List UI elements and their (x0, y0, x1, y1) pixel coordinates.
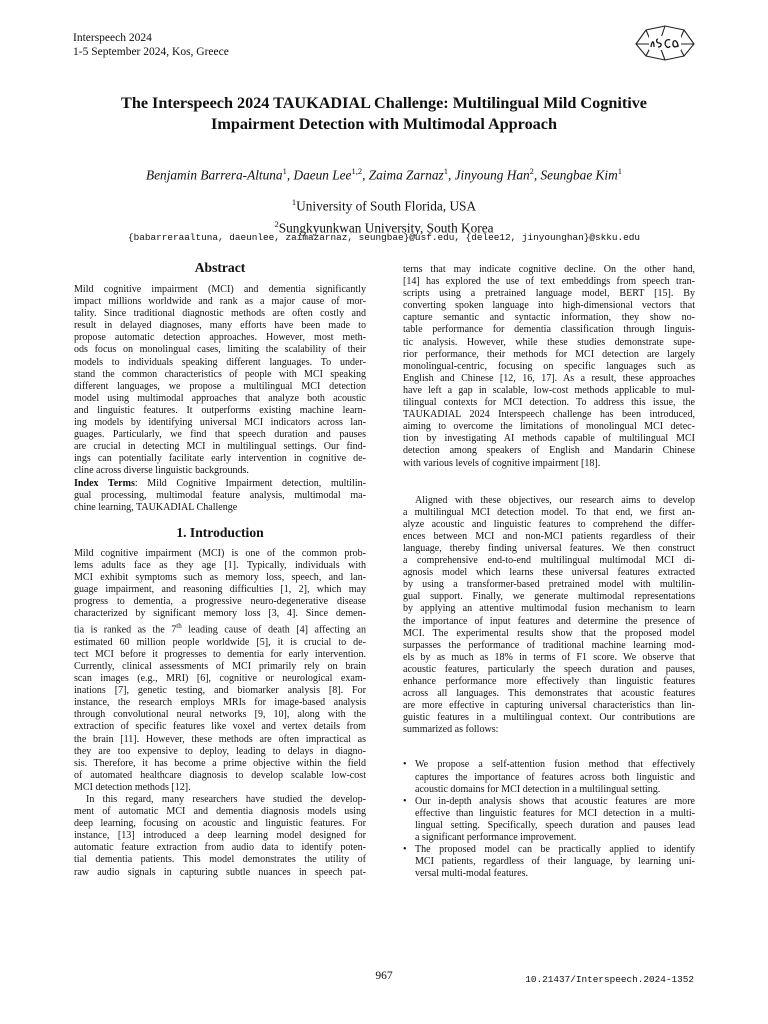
text-line: MCI. The experimental results show that the proposed model (403, 627, 695, 639)
text-line: [14] has explored the use of text embeddings from speech tran- (403, 276, 695, 288)
text-line: gual processing, multimodal feature analysis, multimodal ma- (74, 489, 366, 501)
text-line: aiming to overcome the limitations of monolingual MCI detec- (403, 421, 695, 433)
text-line: a significant performance improvement. (415, 832, 577, 844)
text-line: tect MCI before it progresses to dementia for early intervention. (74, 648, 366, 660)
text-line: by applying an attentive multimodal fusion mechanism to learn (403, 603, 695, 615)
text-line: the brain [11]. However, these methods are often impractical as (74, 733, 366, 745)
text-line: Aligned with these objectives, our research aims to develop (415, 494, 695, 506)
text-line: summarized as follows: (403, 724, 499, 736)
author-name: Zaima Zarnaz (368, 167, 444, 183)
author-name: Benjamin Barrera-Altuna (146, 167, 283, 183)
author-name: Seungbae Kim (540, 167, 618, 183)
affiliation: University of South Florida, USA (296, 198, 477, 214)
text-line: a comprehensive end-to-end multilingual multimodal MCI di- (403, 555, 695, 567)
text-line: MCI detection methods [12]. (74, 781, 191, 793)
text-line: versal multi-modal features. (415, 868, 528, 880)
text-line: The proposed model can be practically applied to identify (415, 844, 695, 856)
text-line: We propose a self-attention fusion method that effectively (415, 759, 695, 771)
text-line: cline across diverse linguistic backgrounds. (74, 465, 249, 477)
text-line: by using a transformer-based pretrained model with multilin- (403, 579, 695, 591)
text-line: of automated healthcare diagnosis to develop scalable low-cost (74, 769, 366, 781)
text-fragment: leading cause of death [4] affecting an (181, 624, 366, 636)
isca-logo (632, 22, 698, 62)
text-line: tality. Since traditional diagnostic methods are often costly and (74, 308, 366, 320)
text-line: tion by investigating AI methods capable of multilingual MCI (403, 433, 695, 445)
text-line: effective than linguistic features for MCI detection in a multi- (415, 807, 695, 819)
text-line: progress to dementia, a progressive neuro-degenerative disease (74, 596, 366, 608)
text-line: raw audio signals in capturing subtle nuances in speech pat- (74, 866, 366, 878)
list-item (403, 759, 695, 795)
text-line: ences between MCI and non-MCI patients regardless of their (403, 530, 695, 542)
abstract-heading: Abstract (194, 260, 246, 275)
right-paragraph-2 (403, 495, 695, 737)
text-line: English and Chinese [12, 16, 17]. As a result, these approaches (403, 372, 695, 384)
text-line: TAUKADIAL 2024 Interspeech challenge has been introduced, (403, 409, 695, 421)
text-line: are more effective in capturing universal characteristics than lin- (403, 700, 695, 712)
text-line: guage impairment, and reasoning difficulties [1, 2], which may (74, 584, 366, 596)
text-line: characterized by significant memory loss [3, 4]. Since demen- (74, 608, 366, 620)
text-line (74, 620, 366, 636)
text-line: MCI exhibit symptoms such as memory loss, speech, and lan- (74, 571, 366, 583)
conference-dates: 1-5 September 2024, Kos, Greece (73, 46, 229, 58)
affil-mark: 1 (291, 197, 297, 207)
bullet-icon: • (403, 759, 407, 771)
text-line: lems adults face as they age [1]. Typically, individuals with (74, 559, 366, 571)
text-line: rior performance, their methods for MCI detection are largely (403, 348, 695, 360)
text-line: sis. Therefore, it has become a prime objective within the field (74, 757, 366, 769)
author-list: Benjamin Barrera-Altuna$^1$, Daeun Lee$^{1,2}$, Zaima Zarnaz$^1$, Jinyoung Han$^2$, Seungbae Kim$^1$ (146, 166, 622, 183)
right-column (403, 264, 695, 880)
text-line: automatic feature extraction from audio data to identify poten- (74, 842, 366, 854)
text-line: scripts using a pretrained language model, BERT [15]. By (403, 288, 695, 300)
text-line: language, thereby finding universal features. We then construct (403, 542, 695, 554)
text-line: In this regard, many researchers have studied the develop- (86, 794, 366, 805)
text-line: inations [7], genetic testing, and biomarker analysis [8]. For (74, 685, 366, 697)
text-line: they are too expensive to deploy, leading to delays in diagno- (74, 745, 366, 757)
text-line: scan images (e.g., MRI) [6], cognitive or neurological exam- (74, 673, 366, 685)
text-line: Mild cognitive impairment (MCI) and dementia significantly (74, 284, 366, 295)
list-item (403, 796, 695, 844)
affil-mark: 2 (274, 219, 279, 230)
abstract-body (74, 284, 366, 478)
text-line: guages. Particularly, we find that speech duration and pauses (74, 429, 366, 441)
author-affil-mark: 1 (282, 166, 287, 176)
text-line: ings can potentially facilitate early intervention in cognitive de- (74, 453, 366, 465)
text-line: instance, the research employs MRIs for image-based analysis (74, 697, 366, 709)
text-line: gual support. Finally, we generate multimodal representations (403, 591, 695, 603)
title-line: Impairment Detection with Multimodal Approach (211, 115, 557, 133)
text-line: guistic features in a multilingual context. Our contributions are (403, 712, 695, 724)
text-line: ods focus on monolingual cases, limiting the scalability of their (74, 344, 366, 356)
author-name: Daeun Lee (293, 167, 352, 183)
text-line: terns that may indicate cognitive decline. On the other hand, (403, 264, 695, 275)
doi-link[interactable]: 10.21437/Interspeech.2024-1352 (525, 974, 694, 985)
text-line: MCI patients, regardless of their language, by learning uni- (415, 856, 695, 868)
text-line: acoustic domains for MCI detection in a multilingual setting. (415, 783, 661, 795)
text-line: different languages, we propose a multilingual MCI detection (74, 380, 366, 392)
author-name: Jinyoung Han (454, 167, 530, 183)
text-line: model using multimodal approaches that analyze both acoustic (74, 392, 366, 404)
author-affil-mark: 1,2 (351, 166, 363, 176)
text-line: with various levels of cognitive impairment [18]. (403, 457, 601, 469)
text-line: agnosis model which learns these universal features extracted (403, 567, 695, 579)
text-line: Currently, clinical assessments of MCI primarily rely on brain (74, 660, 366, 672)
text-line: estimated 60 million people worldwide [5], it is crucial to de- (74, 636, 366, 648)
bullet-icon: • (403, 795, 407, 807)
text-line: tilingual contexts for MCI detection. To address this issue, the (403, 397, 695, 409)
text-line: models to individuals speaking different languages. To under- (74, 356, 366, 368)
text-line: converting spoken language into high-dimensional vectors that (403, 300, 695, 312)
intro-paragraph-1 (74, 548, 366, 794)
author-emails: {babarreraaltuna, daeunlee, zaimazarnaz, seungbae}@usf.edu, {delee12, jinyounghan}@skku.edu (128, 232, 640, 243)
text-line: surpasses the performance of traditional machine learning mod- (403, 639, 695, 651)
text-line: tial dementia patients. This model demonstrates the utility of (74, 854, 366, 866)
author-affil-mark: 2 (529, 166, 534, 176)
text-line: extraction of specific features like voxel and vertex details from (74, 721, 366, 733)
text-line: tic analysis. However, while these studies demonstrate supe- (403, 336, 695, 348)
text-line: propose automatic detection approaches. However, most meth- (74, 332, 366, 344)
page-number: 967 (375, 970, 393, 982)
text-line: a multilingual MCI detection model. To that end, we first an- (403, 506, 695, 518)
ordinal-suffix: th (176, 622, 182, 631)
text-line: enhance performance more effectively than linguistic features (403, 676, 695, 687)
conference-name: Interspeech 2024 (73, 32, 152, 44)
text-line: ment of automatic MCI and dementia diagnosis models using (74, 806, 366, 818)
list-item (403, 844, 695, 880)
text-line: Our in-depth analysis shows that acoustic features are more (415, 795, 695, 807)
text-line: alyze acoustic and linguistic features to comprehend the differ- (403, 518, 695, 530)
intro-paragraph-2 (74, 794, 366, 879)
text-line: impact millions worldwide and rank as a major cause of mor- (74, 296, 366, 308)
text-line: through convolutional neural networks [9, 10], along with the (74, 709, 366, 721)
right-paragraph-1 (403, 264, 695, 470)
affiliation: Sungkyunkwan University, South Korea (278, 220, 494, 236)
text-line: the importance of input features and determine the presence of (403, 615, 695, 627)
text-line: els by as much as 18% in terms of F1 score. We observe that (403, 651, 695, 663)
text-line: monolingual-centric, focusing on specific languages such as (403, 360, 695, 372)
text-fragment: tia is ranked as the 7 (74, 624, 177, 636)
text-line: table performance for dementia classification through linguis- (403, 324, 695, 336)
text-line: detection among speakers of English and Mandarin Chinese (403, 445, 695, 457)
text-line: have left a gap in scalable, low-cost methods applicable to mul- (403, 384, 695, 396)
text-line: captures the importance of features across both linguistic and (415, 771, 695, 783)
left-column (74, 259, 366, 879)
author-affil-mark: 1 (443, 166, 448, 176)
text-line: : Mild Cognitive Impairment detection, multilin- (134, 477, 367, 489)
text-line: are crucial in detecting MCI in multilingual settings. Our find- (74, 441, 366, 453)
index-terms (74, 478, 366, 514)
text-line: across all languages. This demonstrates that acoustic features (403, 688, 695, 700)
text-line: and linguistic features. It outperforms existing machine learn- (74, 404, 366, 416)
introduction-heading: 1. Introduction (176, 524, 264, 540)
text-line: Mild cognitive impairment (MCI) is one of the common prob- (74, 547, 366, 559)
text-line: result in delayed diagnoses, many efforts have been made to (74, 320, 366, 332)
text-line: capture semantic and syntactic information, they show no- (403, 312, 695, 324)
contribution-list (403, 759, 695, 880)
text-line: lingual setting. Specifically, speech duration and pauses lead (415, 819, 695, 831)
text-line: stand the common characteristics of people with MCI speaking (74, 368, 366, 380)
title-line: The Interspeech 2024 TAUKADIAL Challenge: Multilingual Mild Cognitive (121, 94, 647, 112)
index-terms-label: Index Terms (74, 477, 135, 489)
text-line: instance, [13] introduced a deep learning model designed for (74, 830, 366, 842)
conference-header (73, 31, 229, 59)
author-affil-mark: 1 (617, 166, 622, 176)
text-line: chine learning, TAUKADIAL Challenge (74, 501, 238, 513)
text-line: ing models by identifying universal MCI indicators across lan- (74, 417, 366, 429)
text-line: acoustic features, particularly the speech duration and pauses, (403, 663, 695, 675)
paper-title (60, 93, 708, 135)
text-line: deep learning, focusing on acoustic and linguistic features. For (74, 818, 366, 830)
bullet-icon: • (403, 844, 407, 856)
